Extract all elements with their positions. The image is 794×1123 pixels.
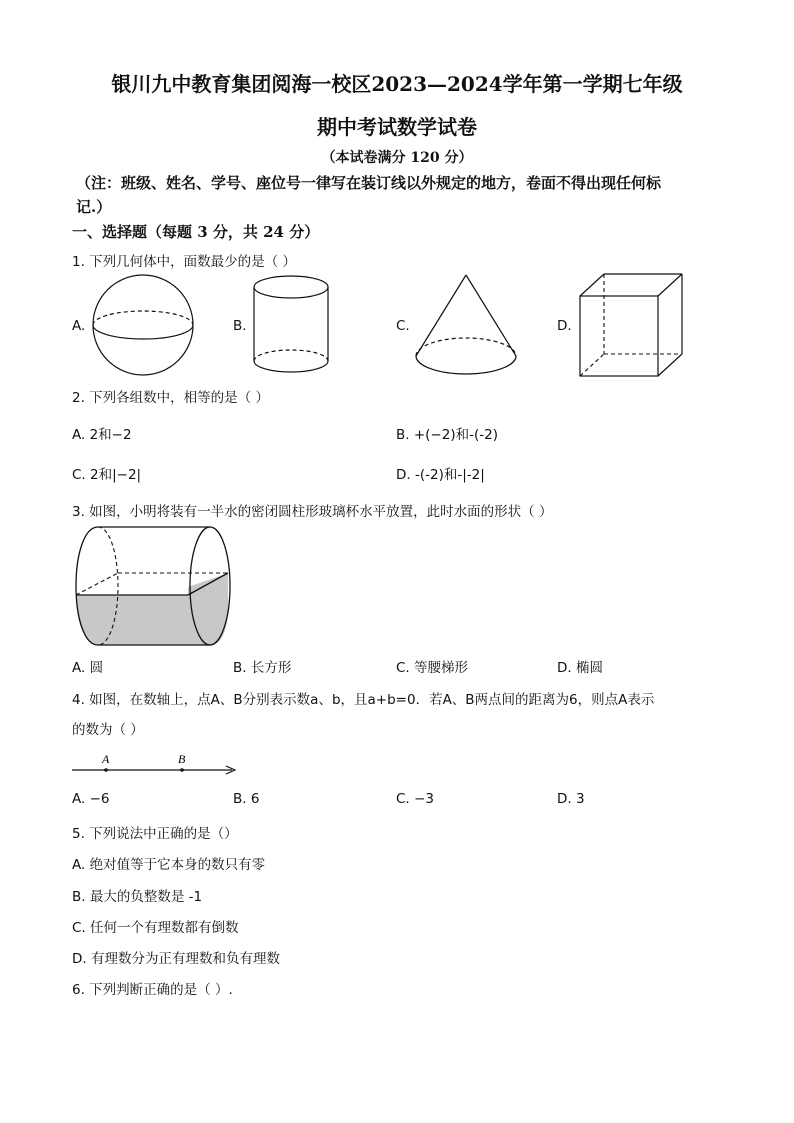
number-line-figure [72, 752, 242, 782]
sphere-figure [90, 272, 200, 382]
horizontal-cylinder-figure [74, 525, 234, 649]
q4-option-d: D. 3 [557, 791, 585, 807]
q5-option-b: B. 最大的负整数是 -1 [72, 889, 203, 905]
exam-title-line2: 期中考试数学试卷 [317, 115, 477, 139]
exam-title-line1: 银川九中教育集团阅海一校区2023—2024学年第一学期七年级 [111, 72, 683, 96]
section-heading: 一、选择题（每题 3 分，共 24 分） [72, 223, 320, 241]
q3-option-c: C. 等腰梯形 [396, 660, 469, 676]
q1-option-c-label: C. [396, 318, 410, 334]
point-a [104, 768, 108, 772]
q4-option-b: B. 6 [233, 791, 260, 807]
question-4-stem-line1: 4. 如图，在数轴上，点A、B分别表示数a、b，且a+b=0．若A、B两点间的距离为6，则点A表示 [72, 692, 655, 708]
cylinder-figure [252, 275, 334, 375]
q5-option-a: A. 绝对值等于它本身的数只有零 [72, 857, 266, 873]
instruction-line2: 记.） [76, 198, 112, 216]
question-4-stem-line2: 的数为（ ） [72, 722, 144, 738]
question-6-stem: 6. 下列判断正确的是（ ）. [72, 982, 233, 998]
q4-option-c: C. −3 [396, 791, 434, 807]
q3-option-b: B. 长方形 [233, 660, 292, 676]
q2-option-c: C. 2和|−2| [72, 467, 142, 483]
q4-option-a: A. −6 [72, 791, 110, 807]
instruction-line1: （注：班级、姓名、学号、座位号一律写在装订线以外规定的地方，卷面不得出现任何标 [76, 174, 662, 192]
question-5-stem: 5. 下列说法中正确的是（） [72, 826, 238, 842]
question-1-stem: 1. 下列几何体中，面数最少的是（ ） [72, 254, 296, 270]
point-a-label: A [102, 752, 110, 766]
q5-option-c: C. 任何一个有理数都有倒数 [72, 920, 239, 936]
q3-option-d: D. 椭圆 [557, 660, 603, 676]
score-note: （本试卷满分 120 分） [321, 150, 473, 166]
question-2-stem: 2. 下列各组数中，相等的是（ ） [72, 390, 269, 406]
point-b [180, 768, 184, 772]
q3-option-a: A. 圆 [72, 660, 104, 676]
q2-option-b: B. +(−2)和-(-2) [396, 427, 498, 443]
q1-option-d-label: D. [557, 318, 572, 334]
question-3-stem: 3. 如图，小明将装有一半水的密闭圆柱形玻璃杯水平放置，此时水面的形状（ ） [72, 504, 553, 520]
q2-option-a: A. 2和−2 [72, 427, 132, 443]
q5-option-d: D. 有理数分为正有理数和负有理数 [72, 951, 280, 967]
q2-option-d: D. -(-2)和-|-2| [396, 467, 485, 483]
cone-figure [414, 274, 524, 378]
cube-figure [578, 272, 684, 380]
point-b-label: B [178, 752, 186, 766]
q1-option-a-label: A. [72, 318, 86, 334]
q1-option-b-label: B. [233, 318, 247, 334]
